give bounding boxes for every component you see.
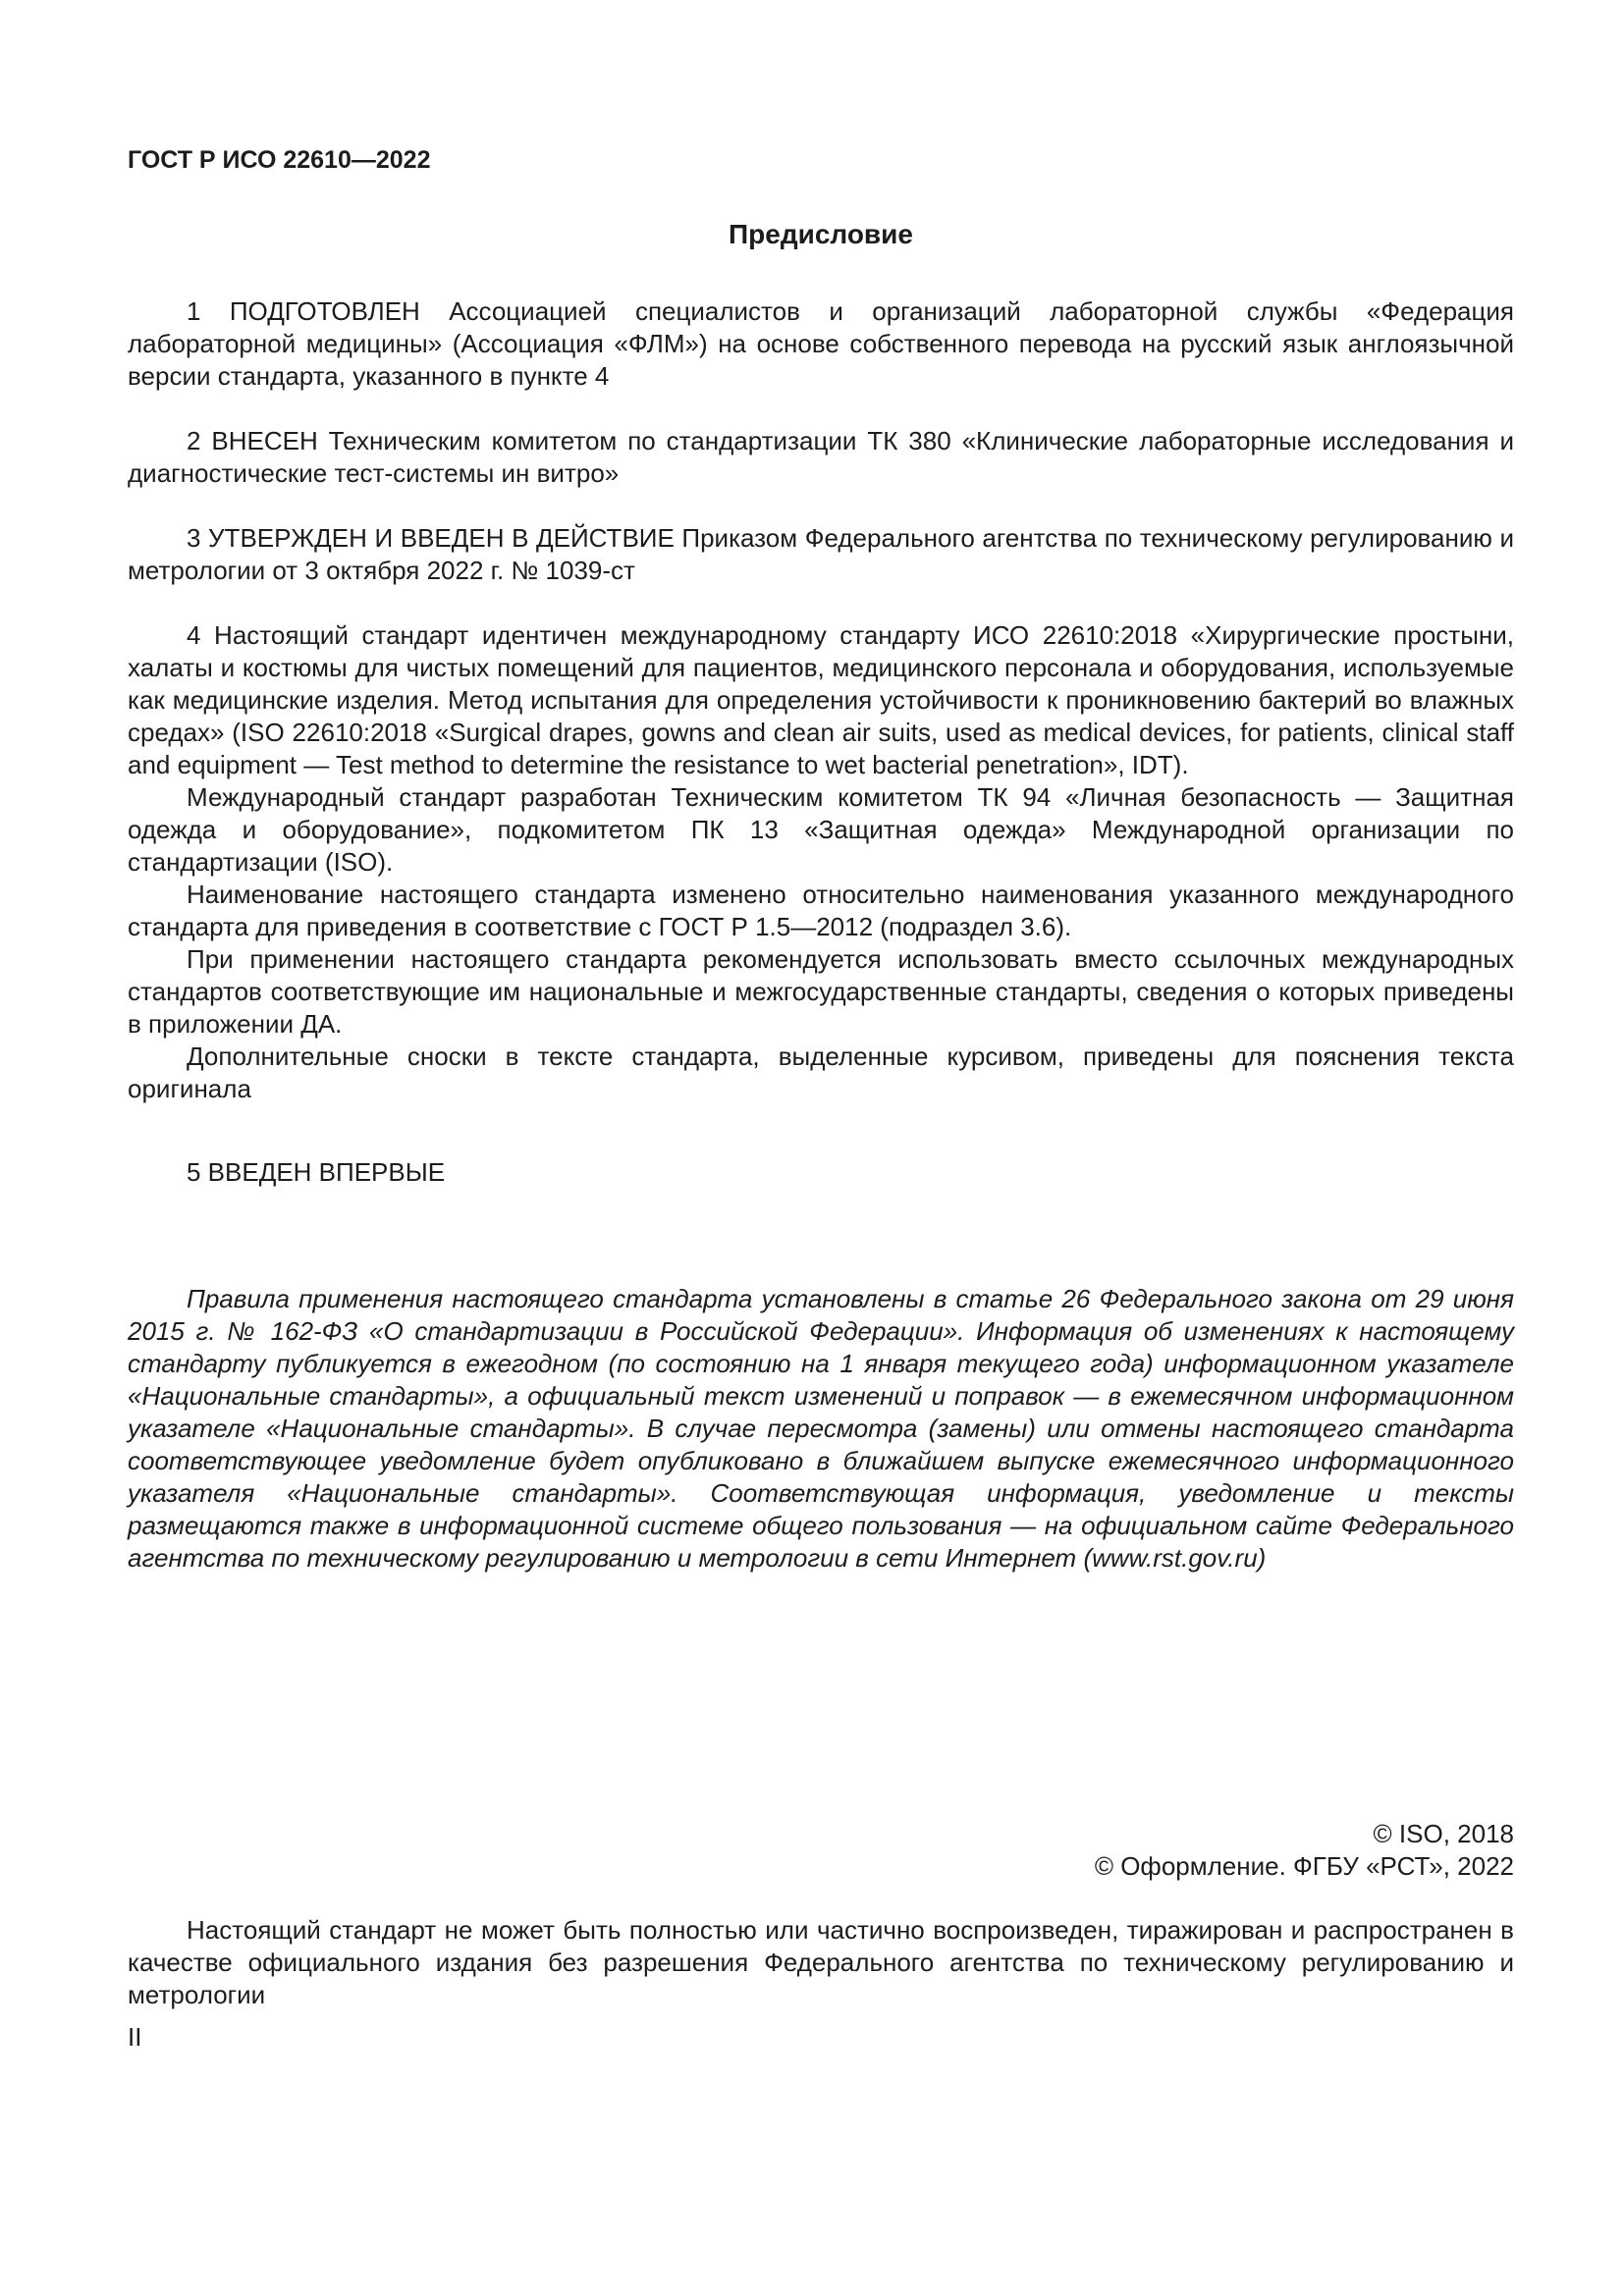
- doc-code: ГОСТ Р ИСО 22610—2022: [128, 146, 431, 174]
- copyright-design: © Оформление. ФГБУ «РСТ», 2022: [1094, 1851, 1514, 1881]
- foreword-item-2: 2 ВНЕСЕН Техническим комитетом по стандартизации ТК 380 «Клинические лабораторные исследования и диагностические тест-системы ин витро»: [128, 426, 1514, 488]
- foreword-item-4: 4 Настоящий стандарт идентичен международному стандарту ИСО 22610:2018 «Хирургические простыни, халаты и костюмы для чистых помещений для пациентов, медицинского персонала и оборудования, используемые как медицинские изделия. Метод испытания для определения устойчивости к проникновению бактерий во влажных средах» (ISO 22610:2018 «Surgical drapes, gowns and clean air suits, used as medical devices, for patients, clinical staff and equipment — Test method to determine the resistance to wet bacterial penetration», IDT).: [128, 620, 1514, 779]
- foreword-item-4-note-3: При применении настоящего стандарта рекомендуется использовать вместо ссылочных международных стандартов соответствующие им национальные и межгосударственные стандарты, сведения о которых приведены в приложении ДА.: [128, 944, 1514, 1039]
- page-number: II: [128, 2022, 142, 2052]
- foreword-item-4-note-2: Наименование настоящего стандарта изменено относительно наименования указанного международного стандарта для приведения в соответствие с ГОСТ Р 1.5—2012 (подраздел 3.6).: [128, 880, 1514, 941]
- foreword-item-5: 5 ВВЕДЕН ВПЕРВЫЕ: [187, 1157, 446, 1187]
- foreword-item-4-note-4: Дополнительные сноски в тексте стандарта, выделенные курсивом, приведены для пояснения текста оригинала: [128, 1041, 1514, 1103]
- foreword-item-4-note-1: Международный стандарт разработан Техническим комитетом ТК 94 «Личная безопасность — Защитная одежда и оборудование», подкомитетом ПК 13 «Защитная одежда» Международной организации по стандартизации (ISO).: [128, 782, 1514, 877]
- legal-notice: Правила применения настоящего стандарта установлены в статье 26 Федерального закона от 29 июня 2015 г. № 162-ФЗ «О стандартизации в Российской Федерации». Информация об изменениях к настоящему стандарту публикуется в ежегодном (по состоянию на 1 января текущего года) информационном указателе «Национальные стандарты», а официальный текст изменений и поправок — в ежемесячном информационном указателе «Национальные стандарты». В случае пересмотра (замены) или отмены настоящего стандарта соответствующее уведомление будет опубликовано в ближайшем выпуске ежемесячного информационного указателя «Национальные стандарты». Соответствующая информация, уведомление и тексты размещаются также в информационной системе общего пользования — на официальном сайте Федерального агентства по техническому регулированию и метрологии в сети Интернет (www.rst.gov.ru): [128, 1284, 1514, 1573]
- page-title: Предисловие: [729, 219, 913, 249]
- foreword-item-3: 3 УТВЕРЖДЕН И ВВЕДЕН В ДЕЙСТВИЕ Приказом Федерального агентства по техническому регулированию и метрологии от 3 октября 2022 г. № 1039-ст: [128, 523, 1514, 585]
- foreword-item-1: 1 ПОДГОТОВЛЕН Ассоциацией специалистов и организаций лабораторной службы «Федерация лабораторной медицины» (Ассоциация «ФЛМ») на основе собственного перевода на русский язык англоязычной версии стандарта, указанного в пункте 4: [128, 296, 1514, 391]
- copyright-block: [128, 1818, 1514, 1883]
- copyright-iso: © ISO, 2018: [1373, 1819, 1514, 1848]
- reproduction-restriction: Настоящий стандарт не может быть полностью или частично воспроизведен, тиражирован и распространен в качестве официального издания без разрешения Федерального агентства по техническому регулированию и метрологии: [128, 1915, 1514, 2009]
